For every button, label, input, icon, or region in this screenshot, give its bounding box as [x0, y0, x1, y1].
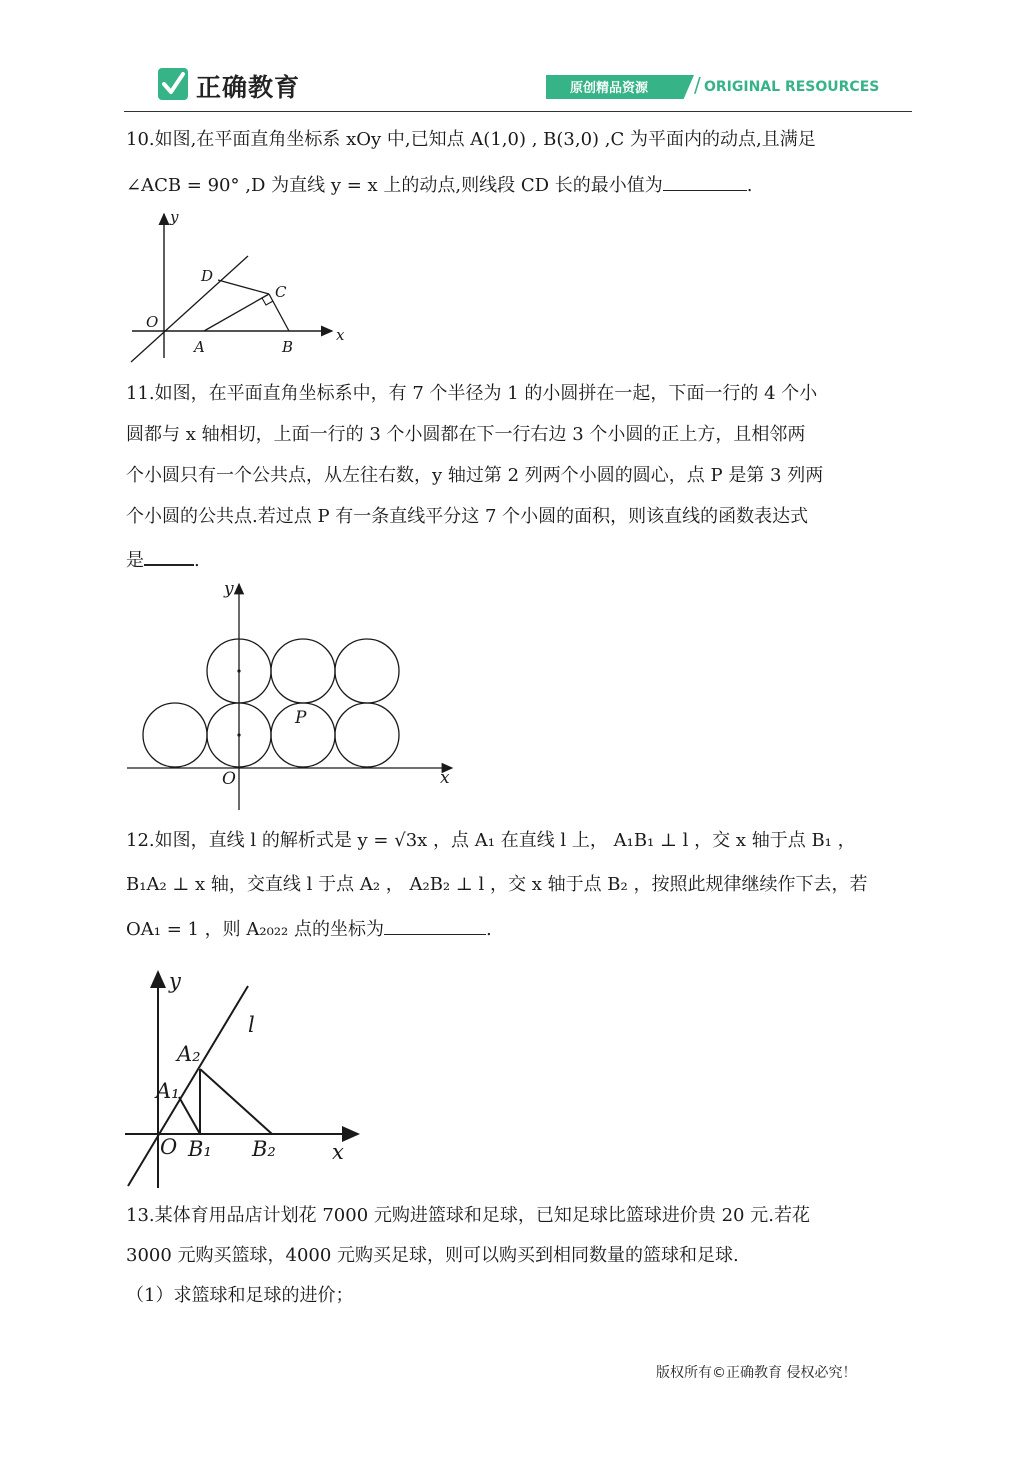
banner-en-label: ORIGINAL RESOURCES [704, 79, 880, 95]
q10-line-2-text: ∠ACB = 90° ,D 为直线 y = x 上的动点,则线段 CD 长的最小值为 [126, 175, 663, 196]
q11-label-O: O [222, 769, 236, 789]
q13-line-2: 3000 元购买篮球，4000 元购买足球，则可以购买到相同数量的篮球和足球. [126, 1245, 739, 1266]
q10-segment-AC [204, 294, 269, 331]
q12-figure [122, 966, 372, 1194]
q12-label-B2: B₂ [252, 1137, 276, 1161]
q10-label-x: x [336, 326, 345, 344]
q12-label-B1: B₁ [188, 1137, 212, 1161]
q11-line-5-end: . [194, 550, 200, 571]
q11-answer-blank [144, 546, 194, 566]
q12-line-3-text: OA₁ = 1 ，则 A₂₀₂₂ 点的坐标为 [126, 919, 384, 940]
q11-circle-top-2 [271, 639, 335, 703]
q10-figure [124, 206, 354, 366]
q12-label-A1: A₁ [156, 1079, 180, 1103]
brand-name: 正确教育 [196, 73, 301, 102]
q10-answer-blank [663, 172, 747, 191]
q12-label-y: y [169, 969, 181, 993]
q12-label-l: l [248, 1013, 255, 1037]
q10-segment-DC [218, 280, 269, 294]
q12-segment-A2B2 [200, 1069, 272, 1134]
q10-line-2-end: . [746, 175, 753, 196]
q12-segment-A1B1 [179, 1097, 200, 1134]
logo-check-icon [158, 68, 188, 100]
q13-line-1: 13.某体育用品店计划花 7000 元购进篮球和足球，已知足球比篮球进价贵 20 元.若花 [126, 1205, 810, 1226]
q10-label-D: D [201, 267, 214, 285]
q12-line-3-end: . [485, 919, 492, 940]
q11-circle-top-3 [335, 639, 399, 703]
q12-label-x: x [332, 1140, 344, 1164]
q11-line-3: 个小圆只有一个公共点，从左往右数，y 轴过第 2 列两个小圆的圆心，点 P 是第 3 列两 [126, 465, 824, 486]
q13-line-3: （1）求篮球和足球的进价； [126, 1285, 354, 1306]
q11-label-P: P [295, 708, 307, 728]
q11-figure [124, 578, 464, 818]
copyright-footer: 版权所有©正确教育 侵权必究！ [656, 1365, 857, 1381]
banner-cn-label: 原创精品资源 [570, 81, 649, 96]
q11-label-x: x [440, 768, 450, 788]
q11-center-bottom [237, 733, 240, 736]
q11-line-5-text: 是 [126, 550, 144, 571]
q12-label-O: O [160, 1135, 178, 1159]
q11-line-4: 个小圆的公共点.若过点 P 有一条直线平分这 7 个小圆的面积，则该直线的函数表达式 [126, 506, 809, 527]
q11-line-5 [126, 546, 200, 573]
banner-slash: / [694, 73, 701, 97]
q11-line-2: 圆都与 x 轴相切，上面一行的 3 个小圆都在下一行右边 3 个小圆的正上方，且相邻两 [126, 424, 806, 445]
q12-line-3 [126, 916, 492, 942]
q12-answer-blank [384, 916, 486, 935]
q10-line-1: 10.如图,在平面直角坐标系 xOy 中,已知点 A(1,0) , B(3,0) ,C 为平面内的动点,且满足 [126, 129, 816, 150]
q12-line-2: B₁A₂ ⊥ x 轴，交直线 l 于点 A₂ ， A₂B₂ ⊥ l ，交 x 轴于点 B₂ ，按照此规律继续作下去，若 [126, 874, 868, 895]
q10-line-y-eq-x [131, 256, 248, 362]
q11-line-1: 11.如图，在平面直角坐标系中，有 7 个半径为 1 的小圆拼在一起，下面一行的 4 个小 [126, 383, 818, 404]
q10-label-B: B [282, 338, 294, 356]
q10-label-C: C [275, 283, 287, 301]
q11-label-y: y [224, 579, 234, 599]
q10-line-2 [126, 172, 753, 198]
q11-circle-bottom-4 [335, 703, 399, 767]
q10-label-A: A [194, 338, 205, 356]
q12-line-1: 12.如图，直线 l 的解析式是 y = √3x ，点 A₁ 在直线 l 上， A₁B₁ ⊥ l ，交 x 轴于点 B₁ ， [126, 830, 856, 851]
q10-label-y: y [170, 208, 179, 226]
q11-center-top [237, 669, 240, 672]
q12-label-A2: A₂ [177, 1042, 201, 1066]
q10-label-O: O [146, 313, 159, 331]
header-rule [124, 111, 912, 112]
q11-circle-bottom-1 [143, 703, 207, 767]
